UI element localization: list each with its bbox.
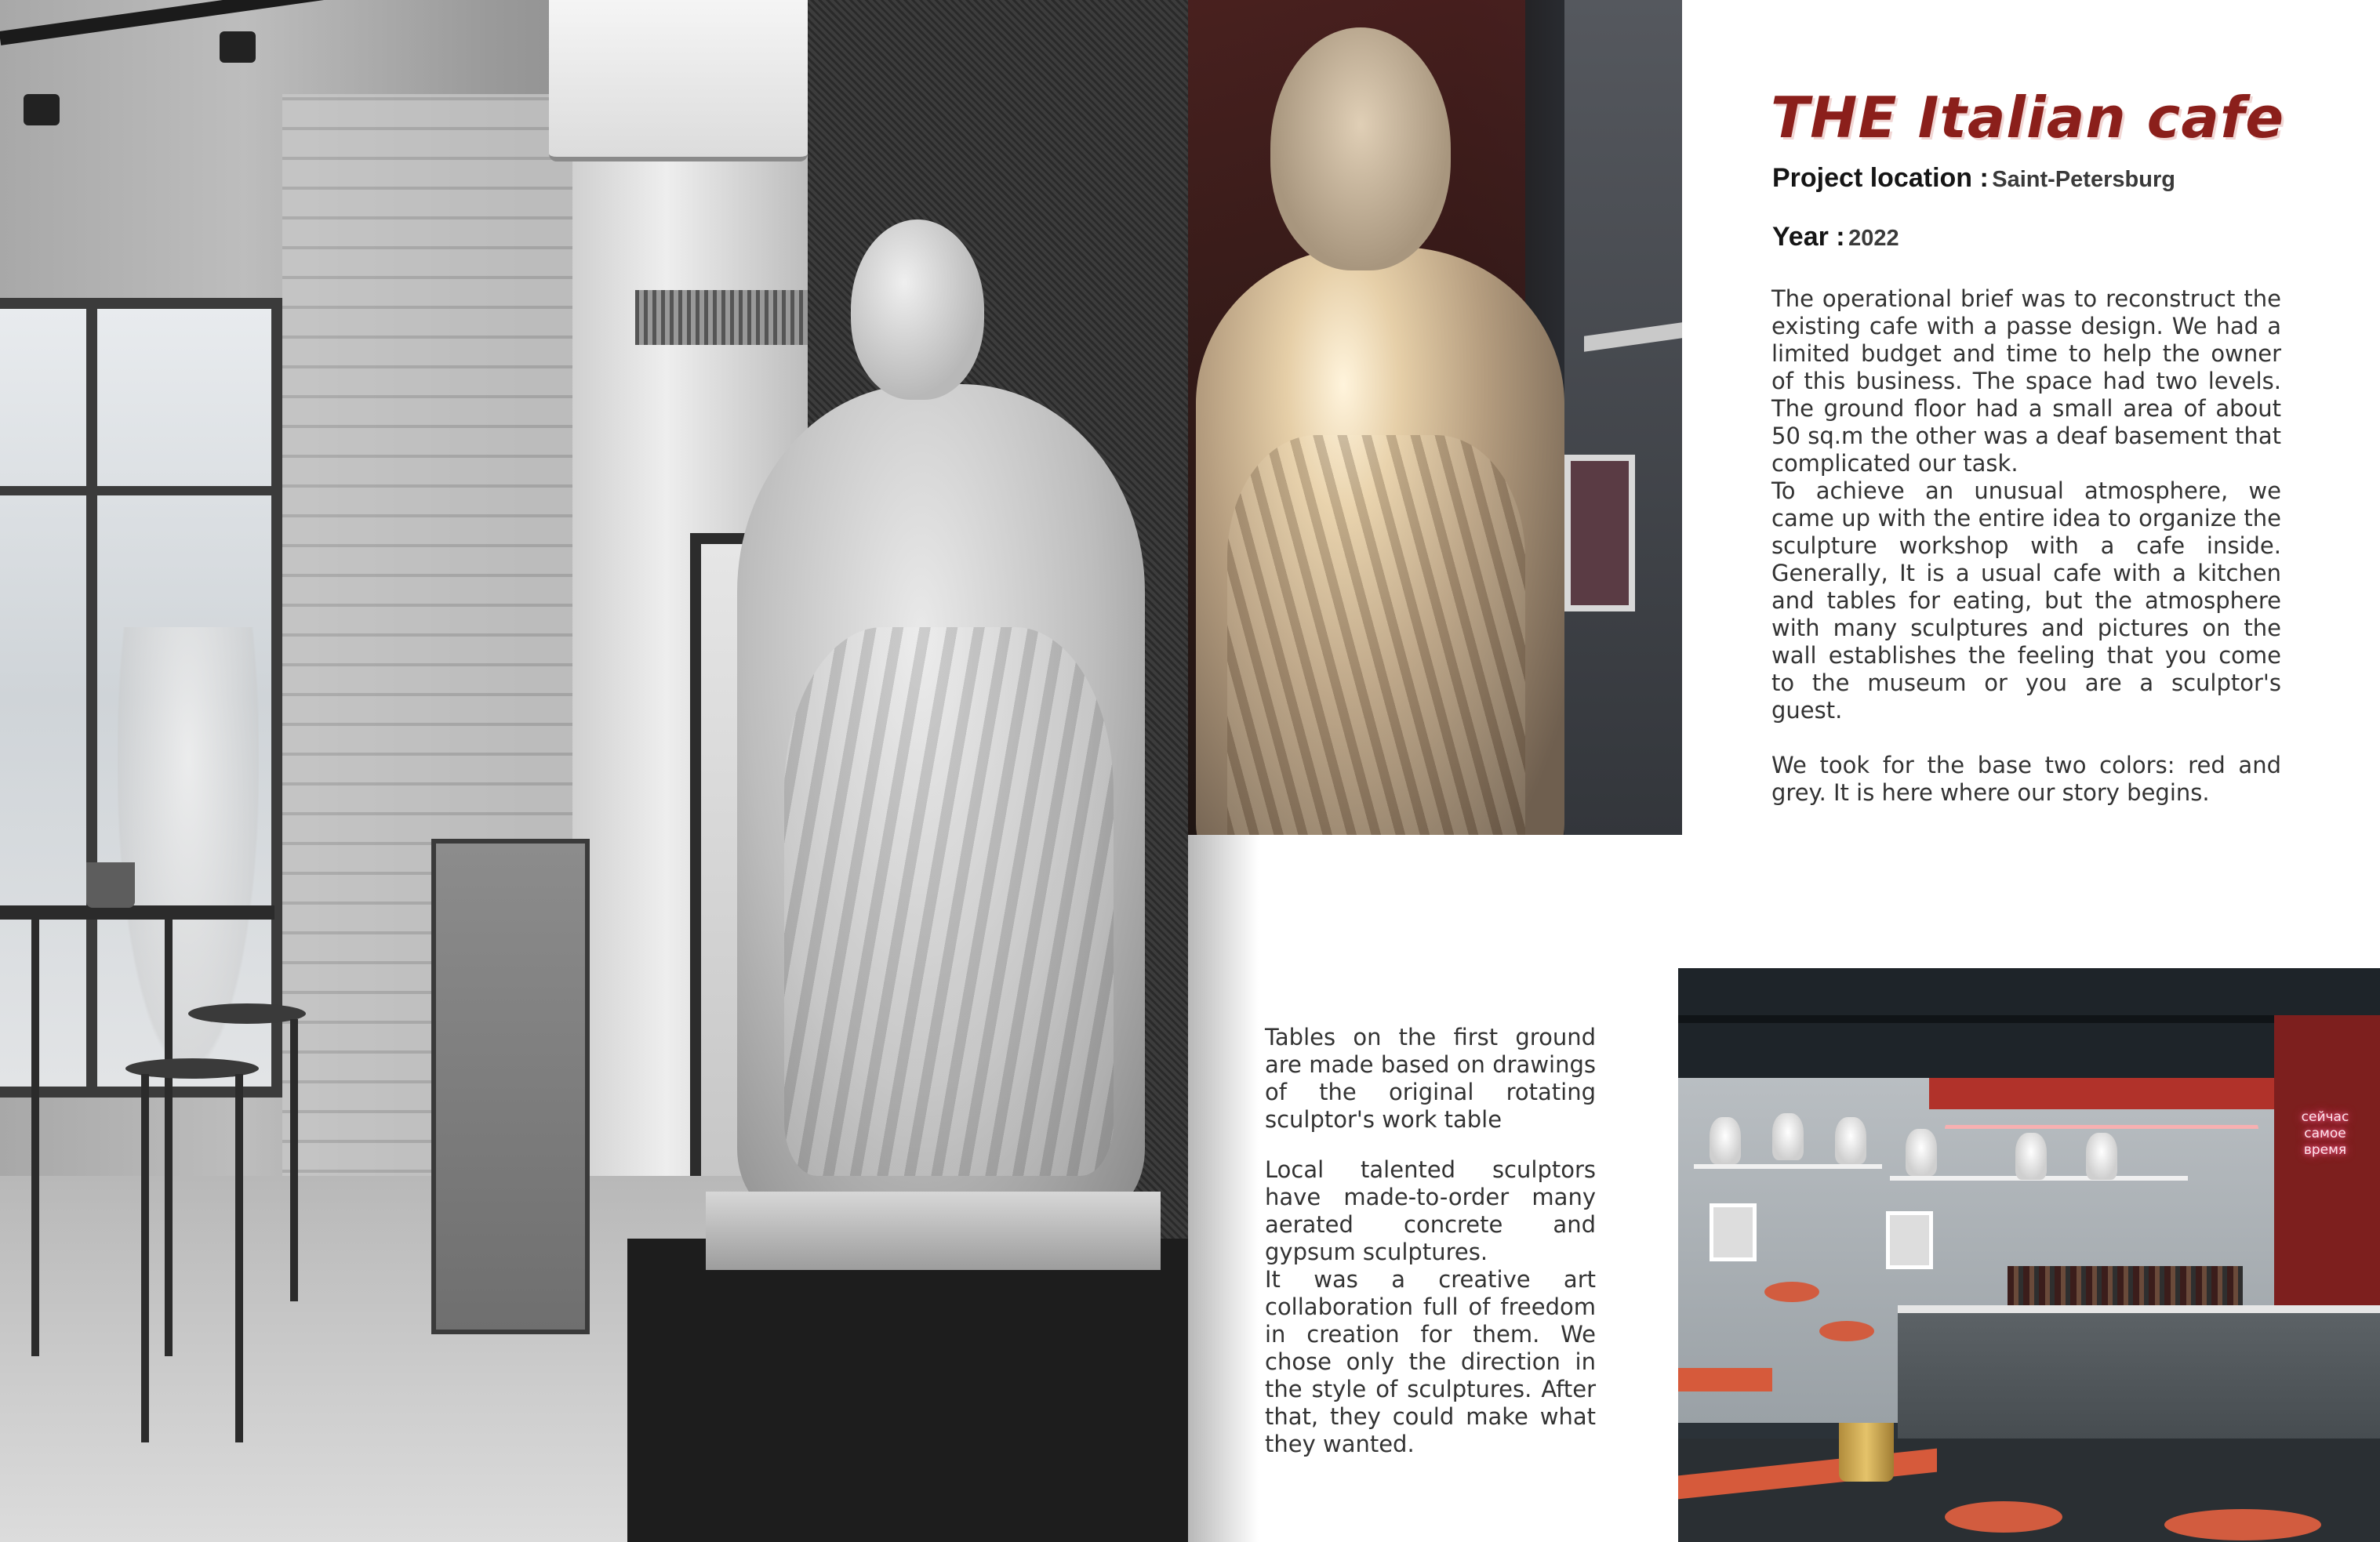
- side-note-paragraph: Local talented sculptors have made-to-order many aerated concrete and gypsum sculptures.: [1265, 1156, 1596, 1265]
- statue-pedestal: [627, 1239, 1188, 1542]
- photo-cafe-interior-bw: [0, 0, 1188, 1542]
- cutlery-bucket: [1839, 1423, 1894, 1482]
- statue-drapery: [1227, 435, 1525, 835]
- side-note-paragraph: It was a creative art collaboration full of freedom in creation for them. We chose only the direction in the style of sculptures. After that, they could make what they wanted.: [1265, 1266, 1596, 1457]
- side-note-paragraph: Tables on the first ground are made based on drawings of the original rotating sculptor's work table: [1265, 1024, 1596, 1133]
- bar-stool: [1819, 1321, 1874, 1341]
- gypsum-statue: [706, 220, 1176, 1270]
- mesh-panel: [431, 839, 590, 1334]
- bar-table: [0, 905, 274, 920]
- window-frame: [86, 298, 97, 1098]
- project-location-label: Project location :: [1772, 163, 1989, 193]
- project-year: [1772, 222, 1899, 252]
- statue-head: [851, 220, 984, 400]
- neon-sign-line: сейчас: [2301, 1109, 2349, 1125]
- bar-stool: [1764, 1282, 1819, 1302]
- statue-head: [1270, 27, 1451, 270]
- table-leg: [31, 917, 39, 1356]
- neon-sign-line: время: [2303, 1142, 2347, 1158]
- window-statue-silhouette: [118, 627, 259, 1066]
- bar-stool: [188, 1003, 306, 1024]
- project-location: [1772, 163, 2175, 194]
- spot-light: [24, 94, 60, 125]
- project-brief: [1771, 285, 2281, 807]
- spot-light: [220, 31, 256, 63]
- stool: [2164, 1509, 2321, 1540]
- bottle-row: [2008, 1266, 2243, 1309]
- stool-leg: [141, 1074, 149, 1442]
- photo-shadow: [1188, 835, 1259, 1542]
- picture-frame: [1886, 1211, 1933, 1269]
- bust-sculpture: [1835, 1117, 1866, 1164]
- stool-leg: [290, 1019, 298, 1301]
- neon-sign: [2282, 1109, 2368, 1159]
- statue-base: [706, 1192, 1161, 1270]
- lit-statue: [1196, 27, 1564, 835]
- brief-paragraph: The operational brief was to reconstruct the existing cafe with a passe design. We had a limited budget and time to help the owner of this business. The space had two levels. The ground floor had a small area of about 50 sq.m the other was a deaf basement that complicated our task.: [1771, 285, 2281, 477]
- photo-cafe-bar: [1678, 968, 2380, 1542]
- cafe-table: [1678, 1368, 1772, 1391]
- grey-wall: [1564, 0, 1682, 835]
- stool-leg: [235, 1074, 243, 1442]
- window-frame: [0, 486, 282, 495]
- bust-sculpture: [2086, 1133, 2117, 1180]
- photo-statue-closeup: [1188, 0, 1682, 835]
- picture-frame: [1710, 1203, 1757, 1261]
- brief-paragraph: We took for the base two colors: red and grey. It is here where our story begins.: [1771, 752, 2281, 806]
- project-location-value: Saint-Petersburg: [1992, 167, 2175, 192]
- air-conditioner: [549, 0, 808, 161]
- stool: [1945, 1501, 2062, 1533]
- brief-paragraph: To achieve an unusual atmosphere, we came up with the entire idea to organize the sculpture workshop with a cafe inside. Generally, It is a usual cafe with a kitchen and tables for eating, but the atmosphere with many sculptures and pictures on the wall establishes the feeling that you come to the museum or you are a sculptor's guest.: [1771, 477, 2281, 724]
- bust-sculpture: [1710, 1117, 1741, 1164]
- statue-drapery: [784, 627, 1114, 1176]
- side-notes: [1265, 1024, 1596, 1458]
- page-title: THE Italian cafe: [1771, 85, 2285, 151]
- table-leg: [165, 917, 173, 1356]
- bust-sculpture: [1906, 1129, 1937, 1176]
- year-value: 2022: [1848, 226, 1899, 251]
- bust-sculpture: [1772, 1113, 1804, 1160]
- picture-frame: [1564, 455, 1635, 611]
- bust-shelf: [1694, 1164, 1882, 1169]
- cutlery-cup: [86, 862, 135, 908]
- neon-sign-line: самое: [2304, 1126, 2346, 1141]
- bust-sculpture: [2015, 1133, 2047, 1180]
- year-label: Year :: [1772, 222, 1845, 252]
